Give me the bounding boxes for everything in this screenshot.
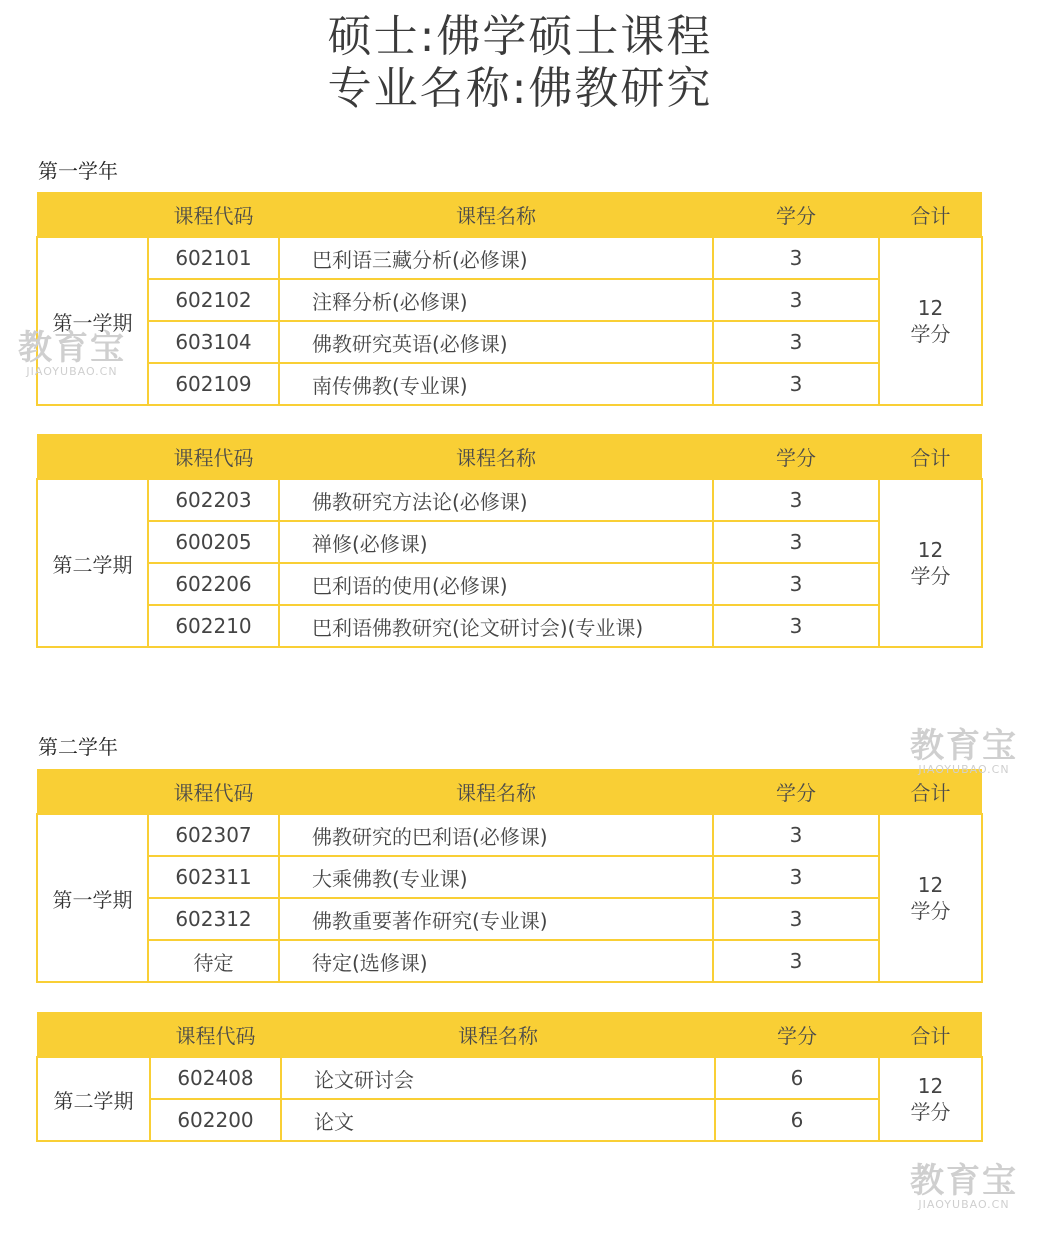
table-row [37, 814, 982, 856]
watermark-logo [910, 1163, 1018, 1211]
table-row [37, 1057, 982, 1099]
course-name: 南传佛教(专业课) [279, 363, 713, 405]
total-unit: 学分 [910, 564, 951, 588]
course-code: 602206 [148, 563, 279, 605]
table-row [37, 898, 982, 940]
header-credit: 学分 [713, 434, 879, 479]
course-credit: 3 [713, 237, 879, 279]
header-blank [37, 1012, 150, 1057]
table-row [37, 856, 982, 898]
course-code: 602210 [148, 605, 279, 647]
course-table [36, 769, 983, 983]
course-code: 602101 [148, 237, 279, 279]
course-name: 巴利语的使用(必修课) [279, 563, 713, 605]
course-name: 佛教重要著作研究(专业课) [279, 898, 713, 940]
watermark-text: 教育宝 [910, 1161, 1018, 1201]
table-header-row [37, 192, 982, 237]
course-code: 602203 [148, 479, 279, 521]
course-code: 600205 [148, 521, 279, 563]
course-credit: 3 [713, 479, 879, 521]
course-credit: 6 [715, 1057, 879, 1099]
table-row [37, 479, 982, 521]
course-credit: 3 [713, 940, 879, 982]
total-value: 12 [917, 1074, 944, 1098]
header-code: 课程代码 [148, 769, 279, 814]
course-name: 佛教研究的巴利语(必修课) [279, 814, 713, 856]
page-title: 硕士:佛学硕士课程 [327, 11, 713, 62]
course-credit: 3 [713, 856, 879, 898]
course-credit: 3 [713, 321, 879, 363]
table-header-row [37, 1012, 982, 1057]
header-total: 合计 [879, 769, 982, 814]
course-code: 603104 [148, 321, 279, 363]
course-credit: 3 [713, 563, 879, 605]
year-label: 第二学年 [38, 735, 118, 759]
total-unit: 学分 [910, 1100, 951, 1124]
course-code: 602200 [150, 1099, 281, 1141]
table-row [37, 563, 982, 605]
course-name: 论文 [281, 1099, 715, 1141]
semester-total [879, 814, 982, 982]
year-label: 第一学年 [38, 159, 118, 183]
total-value: 12 [917, 296, 944, 320]
course-code: 602307 [148, 814, 279, 856]
total-unit: 学分 [910, 322, 951, 346]
semester-label: 第一学期 [37, 237, 148, 405]
course-name: 巴利语三藏分析(必修课) [279, 237, 713, 279]
header-total: 合计 [879, 434, 982, 479]
watermark-text: 教育宝 [18, 328, 126, 368]
course-code: 602312 [148, 898, 279, 940]
course-name: 注释分析(必修课) [279, 279, 713, 321]
watermark-url: JIAOYUBAO.CN [26, 365, 118, 378]
header-total: 合计 [879, 192, 982, 237]
header-credit: 学分 [713, 192, 879, 237]
header-blank [37, 192, 148, 237]
course-credit: 3 [713, 605, 879, 647]
header-code: 课程代码 [148, 192, 279, 237]
watermark-url: JIAOYUBAO.CN [918, 1198, 1010, 1211]
header-credit: 学分 [715, 1012, 879, 1057]
header-blank [37, 434, 148, 479]
watermark-text: 教育宝 [910, 726, 1018, 766]
course-name: 巴利语佛教研究(论文研讨会)(专业课) [279, 605, 713, 647]
table-row [37, 1099, 982, 1141]
course-name: 待定(选修课) [279, 940, 713, 982]
course-table [36, 434, 983, 648]
header-total: 合计 [879, 1012, 982, 1057]
course-name: 佛教研究英语(必修课) [279, 321, 713, 363]
table-row [37, 321, 982, 363]
table-row [37, 237, 982, 279]
header-blank [37, 769, 148, 814]
table-row [37, 940, 982, 982]
semester-total [879, 479, 982, 647]
header-credit: 学分 [713, 769, 879, 814]
table-row [37, 363, 982, 405]
header-code: 课程代码 [148, 434, 279, 479]
total-value: 12 [917, 538, 944, 562]
course-code: 待定 [148, 940, 279, 982]
course-credit: 3 [713, 279, 879, 321]
course-code: 602408 [150, 1057, 281, 1099]
table-row [37, 605, 982, 647]
course-credit: 6 [715, 1099, 879, 1141]
page-subtitle: 专业名称:佛教研究 [327, 63, 713, 114]
header-code: 课程代码 [150, 1012, 281, 1057]
semester-label: 第一学期 [37, 814, 148, 982]
semester-label: 第二学期 [37, 479, 148, 647]
course-credit: 3 [713, 363, 879, 405]
header-name: 课程名称 [279, 769, 713, 814]
course-table [36, 192, 983, 406]
course-credit: 3 [713, 521, 879, 563]
table-header-row [37, 769, 982, 814]
table-row [37, 521, 982, 563]
course-name: 论文研讨会 [281, 1057, 715, 1099]
course-code: 602102 [148, 279, 279, 321]
semester-label: 第二学期 [37, 1057, 150, 1141]
course-credit: 3 [713, 898, 879, 940]
header-name: 课程名称 [279, 192, 713, 237]
semester-total [879, 1057, 982, 1141]
table-row [37, 279, 982, 321]
watermark-url: JIAOYUBAO.CN [918, 763, 1010, 776]
table-header-row [37, 434, 982, 479]
header-name: 课程名称 [281, 1012, 715, 1057]
course-table [36, 1012, 983, 1142]
total-unit: 学分 [910, 899, 951, 923]
total-value: 12 [917, 873, 944, 897]
course-name: 大乘佛教(专业课) [279, 856, 713, 898]
semester-total [879, 237, 982, 405]
header-name: 课程名称 [279, 434, 713, 479]
course-name: 禅修(必修课) [279, 521, 713, 563]
course-credit: 3 [713, 814, 879, 856]
course-code: 602311 [148, 856, 279, 898]
course-name: 佛教研究方法论(必修课) [279, 479, 713, 521]
course-code: 602109 [148, 363, 279, 405]
